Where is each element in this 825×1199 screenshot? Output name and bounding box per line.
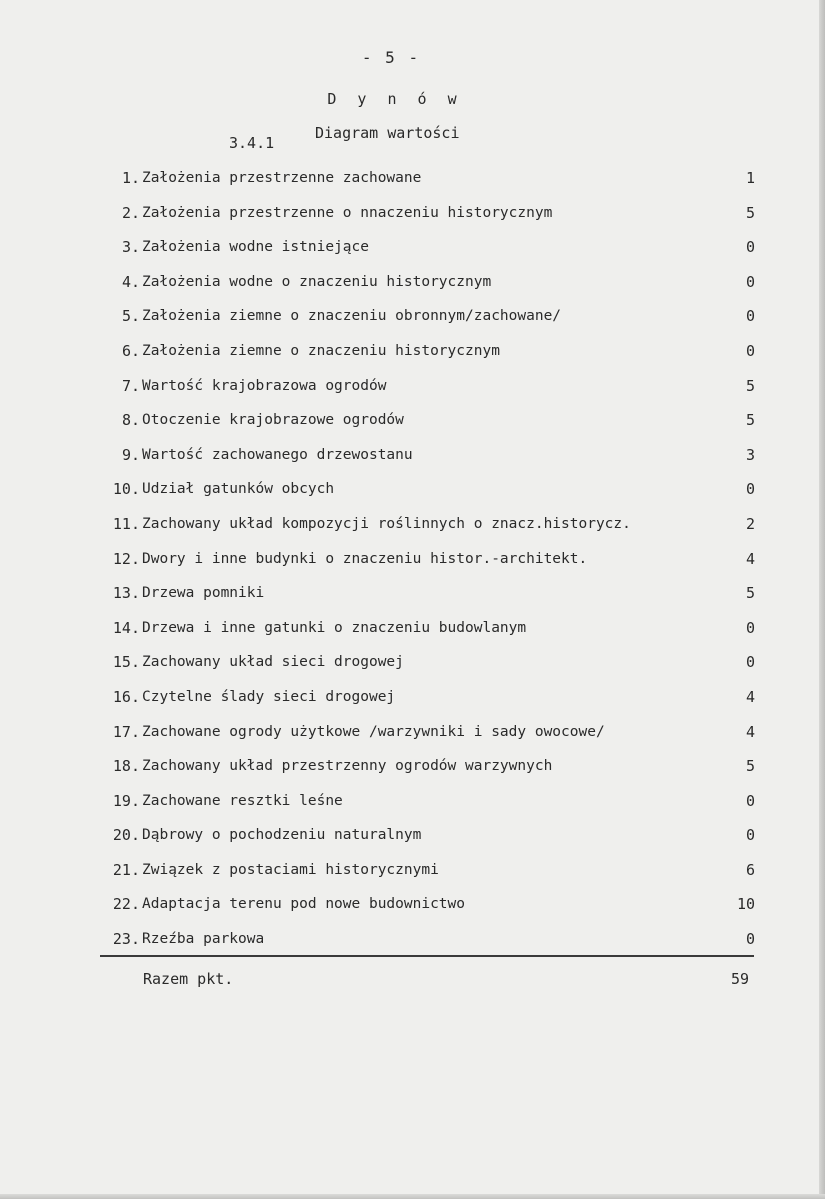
item-label: Rzeźba parkowa <box>142 931 265 948</box>
item-points: 0 <box>745 272 755 291</box>
list-item <box>100 474 755 509</box>
item-number: 6. <box>121 341 140 360</box>
item-label: Założenia przestrzenne zachowane <box>142 170 422 186</box>
list-item <box>100 717 755 752</box>
item-points: 5 <box>745 411 755 430</box>
item-label: Założenia wodne istniejące <box>142 239 369 256</box>
item-points: 5 <box>745 376 755 395</box>
item-number: 5. <box>121 307 140 326</box>
scan-bottom-shadow <box>0 1194 825 1199</box>
item-label: Zachowane ogrody użytkowe /warzywniki i sady owocowe/ <box>142 723 605 740</box>
list-item <box>100 440 755 475</box>
list-item <box>100 405 755 440</box>
item-points: 5 <box>745 203 755 222</box>
item-number: 4. <box>121 272 140 291</box>
item-label: Wartość zachowanego drzewostanu <box>142 446 413 463</box>
item-number: 23. <box>112 930 140 949</box>
list-item <box>100 889 755 924</box>
list-item <box>100 198 755 233</box>
item-label: Zachowany układ sieci drogowej <box>142 654 404 671</box>
item-label: Drzewa pomniki <box>142 585 265 602</box>
item-label: Wartość krajobrazowa ogrodów <box>142 377 387 394</box>
item-points: 0 <box>745 653 755 672</box>
item-number: 14. <box>112 618 140 637</box>
list-item <box>100 267 755 302</box>
item-points: 10 <box>736 895 755 914</box>
item-label: Zachowany układ przestrzenny ogrodów warzywnych <box>142 758 553 775</box>
item-label: Założenia ziemne o znaczeniu historycznym <box>142 342 500 359</box>
item-number: 8. <box>121 411 140 430</box>
item-number: 13. <box>112 584 140 603</box>
item-label: Drzewa i inne gatunki o znaczeniu budowlanym <box>142 619 527 636</box>
item-points: 0 <box>745 238 755 257</box>
item-number: 1. <box>121 169 140 187</box>
list-item <box>100 924 755 959</box>
list-item <box>100 336 755 371</box>
item-label: Dąbrowy o pochodzeniu naturalnym <box>142 827 422 844</box>
item-number: 18. <box>112 757 140 776</box>
item-label: Zachowane resztki leśne <box>142 792 343 809</box>
item-points: 5 <box>745 584 755 603</box>
item-number: 2. <box>121 203 140 222</box>
item-label: Założenia przestrzenne o nnaczeniu historycznym <box>142 204 553 221</box>
item-points: 0 <box>745 791 755 810</box>
item-points: 0 <box>745 930 755 949</box>
item-number: 22. <box>112 895 140 914</box>
item-label: Adaptacja terenu pod nowe budownictwo <box>142 896 466 913</box>
item-points: 0 <box>745 480 755 499</box>
item-number: 9. <box>121 445 140 464</box>
item-points: 4 <box>745 687 755 706</box>
list-item <box>100 301 755 336</box>
item-number: 12. <box>112 549 140 568</box>
item-label: Związek z postaciami historycznymi <box>142 861 439 878</box>
item-points: 0 <box>745 826 755 845</box>
total-label: Razem pkt. <box>143 970 234 988</box>
item-number: 21. <box>112 860 140 879</box>
item-points: 1 <box>745 169 755 187</box>
list-item <box>100 163 755 198</box>
item-number: 19. <box>112 791 140 810</box>
item-points: 0 <box>745 341 755 360</box>
list-item <box>100 509 755 544</box>
list-item <box>100 371 755 406</box>
item-points: 2 <box>745 514 755 533</box>
list-item <box>100 855 755 890</box>
item-number: 11. <box>112 514 140 533</box>
item-label: Czytelne ślady sieci drogowej <box>142 688 396 705</box>
item-label: Otoczenie krajobrazowe ogrodów <box>142 412 404 429</box>
list-item <box>100 544 755 579</box>
list-item <box>100 820 755 855</box>
section-number: 3.4.1 <box>229 134 275 152</box>
total-value: 59 <box>730 970 749 988</box>
item-number: 20. <box>112 826 140 845</box>
section-title: Diagram wartości <box>315 124 460 142</box>
item-points: 6 <box>745 860 755 879</box>
page-number: - 5 - <box>361 48 421 67</box>
item-number: 17. <box>112 722 140 741</box>
item-number: 7. <box>121 376 140 395</box>
list-item <box>100 751 755 786</box>
list-item <box>100 647 755 682</box>
item-label: Założenia wodne o znaczeniu historycznym <box>142 273 492 290</box>
list-item <box>100 232 755 267</box>
place-title: D y n ó w <box>327 90 463 108</box>
list-item <box>100 578 755 613</box>
value-criteria-list <box>100 163 755 959</box>
item-number: 15. <box>112 653 140 672</box>
item-number: 10. <box>112 480 140 499</box>
item-points: 5 <box>745 757 755 776</box>
item-points: 4 <box>745 549 755 568</box>
item-points: 0 <box>745 307 755 326</box>
list-item <box>100 786 755 821</box>
item-points: 4 <box>745 722 755 741</box>
item-label: Udział gatunków obcych <box>142 481 335 498</box>
scan-edge-shadow <box>819 0 825 1199</box>
item-points: 3 <box>745 445 755 464</box>
sum-divider <box>100 955 754 957</box>
item-label: Zachowany układ kompozycji roślinnych o znacz.historycz. <box>142 515 631 532</box>
item-points: 0 <box>745 618 755 637</box>
list-item <box>100 613 755 648</box>
item-number: 3. <box>121 238 140 257</box>
list-item <box>100 682 755 717</box>
item-number: 16. <box>112 687 140 706</box>
item-label: Założenia ziemne o znaczeniu obronnym/zachowane/ <box>142 308 562 325</box>
item-label: Dwory i inne budynki o znaczeniu histor.-architekt. <box>142 550 588 567</box>
